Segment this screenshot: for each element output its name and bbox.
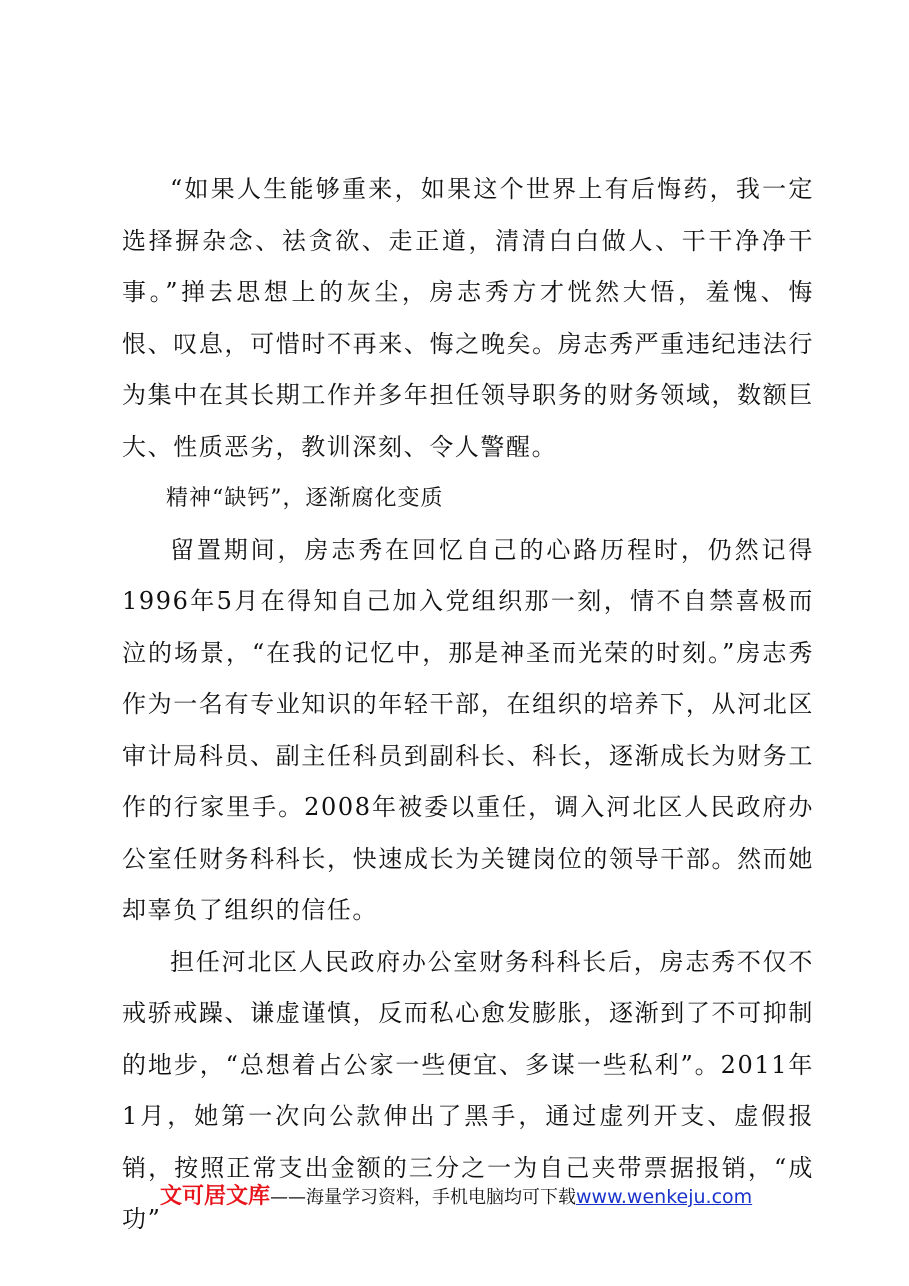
paragraph-misconduct: 担任河北区人民政府办公室财务科科长后，房志秀不仅不戒骄戒躁、谦虚谨慎，反而私心愈发膨胀，逐渐到了不可抑制的地步，“总想着占公家一些便宜、多谋一些私利”。2011年1月，她第一次向公款伸出了黑手，通过虚列开支、虚假报销，按照正常支出金额的三分之一为自己夹带票据报销，“成功” — [122, 947, 814, 1233]
paragraph-background: 留置期间，房志秀在回忆自己的心路历程时，仍然记得1996年5月在得知自己加入党组织那一刻，情不自禁喜极而泣的场景，“在我的记忆中，那是神圣而光荣的时刻。”房志秀作为一名有专业知识的年轻干部，在组织的培养下，从河北区审计局科员、副主任科员到副科长、科长，逐渐成长为财务工作的行家里手。2008年被委以重任，调入河北区人民政府办公室任财务科科长，快速成长为关键岗位的领导干部。然而她却辜负了组织的信任。 — [122, 535, 814, 924]
footer-brand: 文可居文库 — [160, 1184, 271, 1209]
footer-tagline: ——海量学习资料，手机电脑均可下载 — [270, 1187, 577, 1208]
article-body — [122, 164, 814, 1246]
section-heading: 精神“缺钙”，逐渐腐化变质 — [166, 486, 444, 511]
footer-banner — [160, 1180, 840, 1214]
footer-link[interactable]: www.wenkeju.com — [576, 1186, 753, 1208]
paragraph-regret: “如果人生能够重来，如果这个世界上有后悔药，我一定选择摒杂念、祛贪欲、走正道，清清白白做人、干干净净干事。”掸去思想上的灰尘，房志秀方才恍然大悟，羞愧、悔恨、叹息，可惜时不再来、悔之晚矣。房志秀严重违纪违法行为集中在其长期工作并多年担任领导职务的财务领域，数额巨大、性质恶劣，教训深刻、令人警醒。 — [122, 175, 814, 461]
